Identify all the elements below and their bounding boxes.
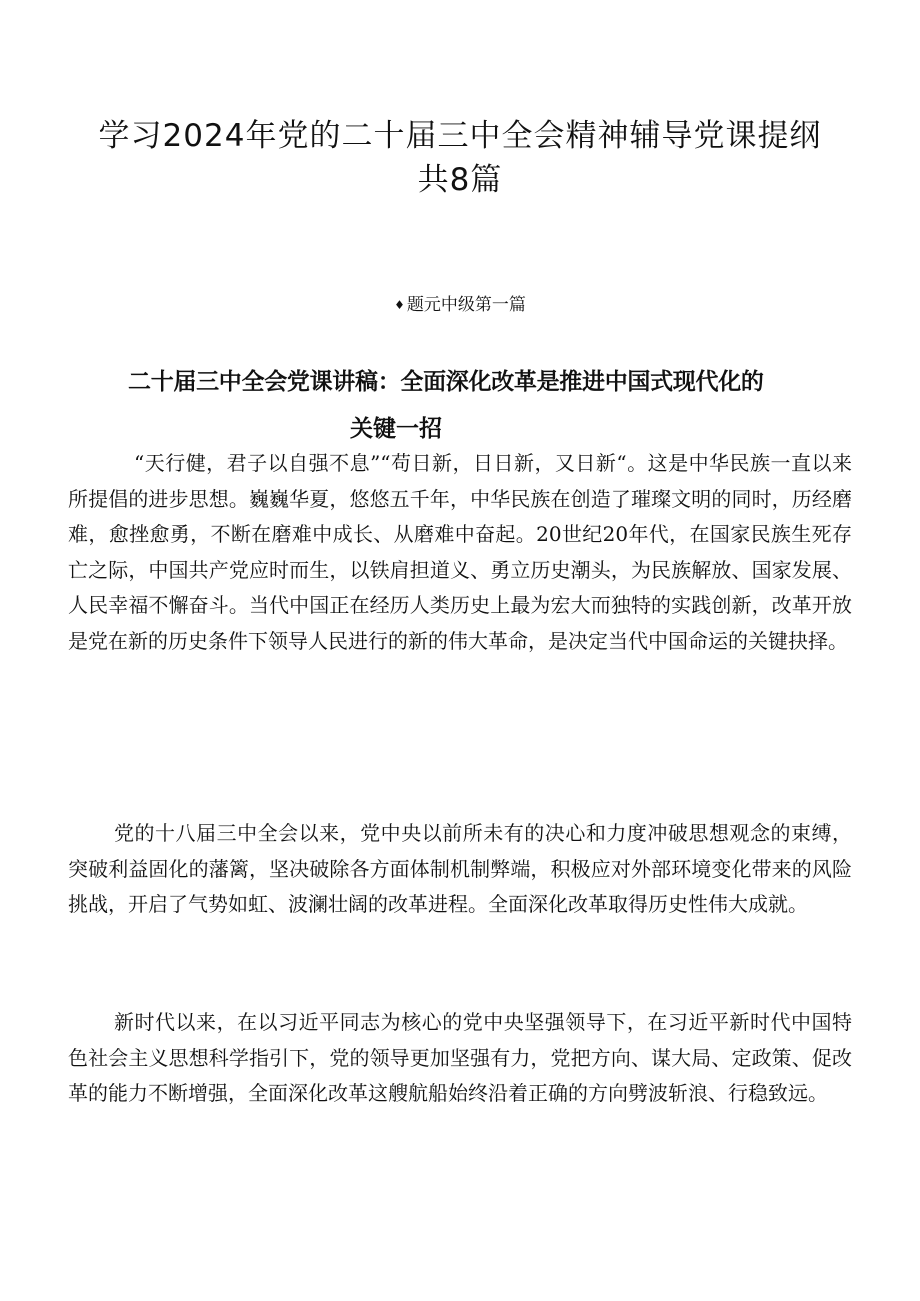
document-title-line2: 共8篇 <box>417 162 503 198</box>
document-title-line1: 学习2024年党的二十届三中全会精神辅导党课提纲 <box>98 118 822 154</box>
diamond-bullet-icon: ♦ <box>394 298 405 312</box>
body-paragraph-3: 新时代以来，在以习近平同志为核心的党中央坚强领导下，在习近平新时代中国特色社会主义思想科学指引下，党的领导更加坚强有力，党把方向、谋大局、定政策、促改革的能力不断增强，全面深化改革这艘航船始终沿着正确的方向劈波斩浪、行稳致远。 <box>68 1010 852 1106</box>
section-label-text: 题元中级第一篇 <box>406 295 526 315</box>
subtitle-line2: 关键一招 <box>350 416 442 443</box>
subtitle-line1: 二十届三中全会党课讲稿：全面深化改革是推进中国式现代化的 <box>128 369 764 396</box>
body-paragraph-2: 党的十八届三中全会以来，党中央以前所未有的决心和力度冲破思想观念的束缚，突破利益固化的藩篱，坚决破除各方面体制机制弊端，积极应对外部环境变化带来的风险挑战，开启了气势如虹、波澜壮阔的改革进程。全面深化改革取得历史性伟大成就。 <box>68 821 852 917</box>
body-paragraph-1: “天行健，君子以自强不息”“苟日新，日日新，又日新“。这是中华民族一直以来所提倡的进步思想。巍巍华夏，悠悠五千年，中华民族在创造了璀璨文明的同时，历经磨难，愈挫愈勇，不断在磨难中成长、从磨难中奋起。20世纪20年代，在国家民族生死存亡之际，中国共产党应时而生，以铁肩担道义、勇立历史潮头，为民族解放、国家发展、人民幸福不懈奋斗。当代中国正在经历人类历史上最为宏大而独特的实践创新，改革开放是党在新的历史条件下领导人民进行的新的伟大革命，是决定当代中国命运的关键抉择。 <box>68 451 852 653</box>
section-label <box>0 293 920 317</box>
